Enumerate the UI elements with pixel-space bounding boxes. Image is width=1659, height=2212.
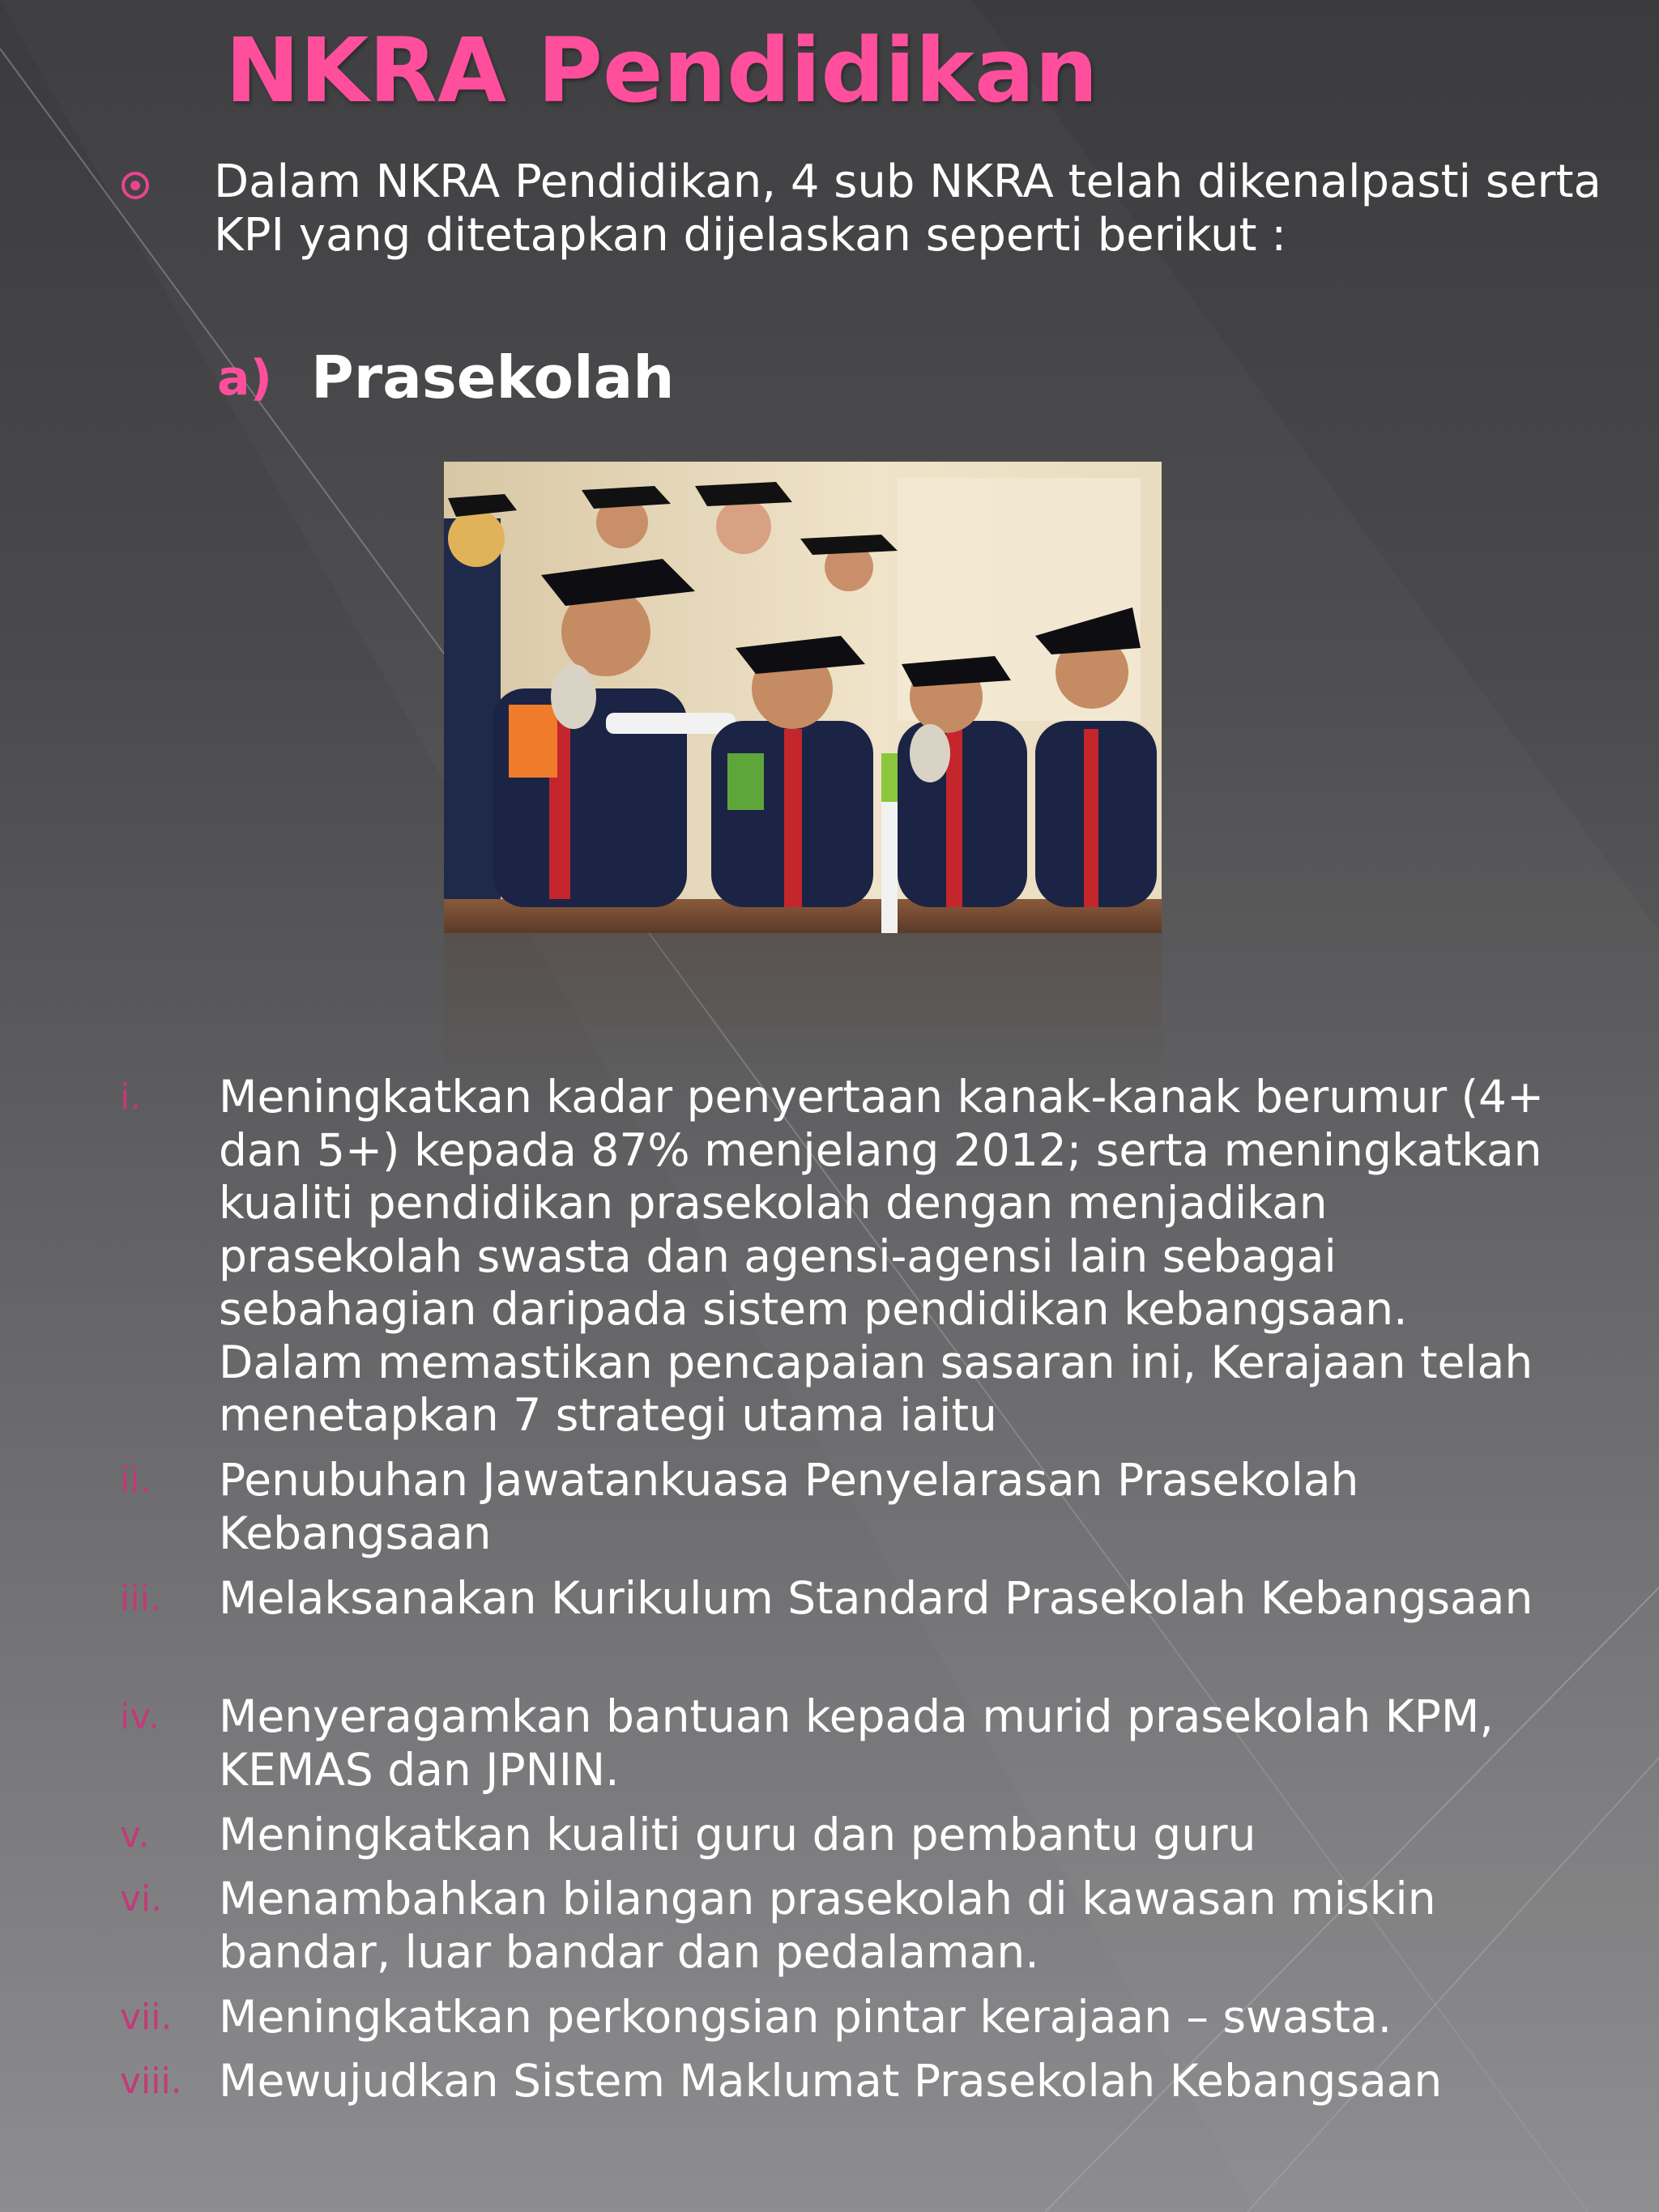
list-item-text: Melaksanakan Kurikulum Standard Prasekolah Kebangsaan [219,1572,1533,1624]
list-item-number: viii. [120,2061,182,2102]
slide-title: NKRA Pendidikan [225,19,1098,122]
subsection-heading: Prasekolah [311,343,675,411]
list-item-number: ii. [120,1460,151,1501]
list-item-number: i. [120,1076,142,1118]
list-item-number: iii. [120,1578,161,1619]
list-item-text: Menyeragamkan bantuan kepada murid prasekolah KPM, KEMAS dan JPNIN. [219,1690,1494,1796]
intro-text: Dalam NKRA Pendidikan, 4 sub NKRA telah dikenalpasti serta KPI yang ditetapkan dijelaskan seperti berikut : [214,156,1601,262]
list-item-text: Mewujudkan Sistem Maklumat Prasekolah Kebangsaan [219,2055,1443,2107]
list-item-text: Penubuhan Jawatankuasa Penyelarasan Prasekolah Kebangsaan [219,1454,1359,1559]
subsection-marker: a) [217,350,272,407]
list-item-number: v. [120,1814,150,1856]
list-item-number: iv. [120,1696,160,1737]
list-item-text: Menambahkan bilangan prasekolah di kawasan miskin bandar, luar bandar dan pedalaman. [219,1873,1436,1978]
list-item-text: Meningkatkan perkongsian pintar kerajaan – swasta. [219,1991,1392,2043]
list-item-text: Meningkatkan kualiti guru dan pembantu guru [219,1809,1256,1860]
list-item-number: vi. [120,1878,163,1920]
list-item-text: Meningkatkan kadar penyertaan kanak-kanak berumur (4+ dan 5+) kepada 87% menjelang 2012; serta meningkatkan kualiti pendidikan prasekolah dengan menjadikan prasekolah swasta dan agensi-agensi lain sebagai sebahagian daripada sistem pendidikan kebangsaan. Dalam memastikan pencapaian sasaran ini, Kerajaan telah menetapkan 7 strategi utama iaitu [219,1071,1545,1441]
list-item-number: vii. [120,1997,173,2038]
